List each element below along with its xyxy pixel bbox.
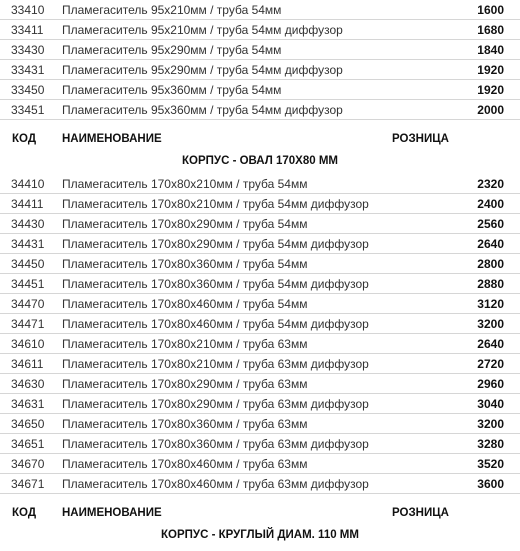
product-code: 34450 bbox=[11, 257, 45, 271]
product-code: 33451 bbox=[11, 103, 45, 117]
product-code: 34431 bbox=[11, 237, 45, 251]
product-price: 3280 bbox=[477, 437, 504, 451]
section-title-text: КОРПУС - ОВАЛ 170Х80 ММ bbox=[182, 155, 338, 167]
table-row bbox=[0, 20, 520, 40]
column-header-name: НАИМЕНОВАНИЕ bbox=[62, 507, 162, 519]
table-row bbox=[0, 334, 520, 354]
section-title-text: КОРПУС - КРУГЛЫЙ ДИАМ. 110 ММ bbox=[161, 529, 359, 541]
table-row bbox=[0, 100, 520, 120]
product-name: Пламегаситель 170x80x460мм / труба 54мм диффузор bbox=[62, 317, 369, 331]
product-name: Пламегаситель 170x80x290мм / труба 63мм диффузор bbox=[62, 397, 369, 411]
product-code: 34410 bbox=[11, 177, 45, 191]
product-name: Пламегаситель 170x80x290мм / труба 63мм bbox=[62, 377, 308, 391]
table-row bbox=[0, 294, 520, 314]
product-code: 34470 bbox=[11, 297, 45, 311]
table-row bbox=[0, 274, 520, 294]
product-code: 34451 bbox=[11, 277, 45, 291]
product-code: 33410 bbox=[11, 3, 45, 17]
product-price: 2640 bbox=[477, 337, 504, 351]
product-price: 1840 bbox=[477, 43, 504, 57]
table-row bbox=[0, 174, 520, 194]
product-code: 34430 bbox=[11, 217, 45, 231]
table-row bbox=[0, 194, 520, 214]
section-title-round bbox=[0, 524, 520, 548]
product-name: Пламегаситель 170x80x460мм / труба 63мм bbox=[62, 457, 308, 471]
product-code: 33411 bbox=[11, 23, 44, 37]
product-price: 2960 bbox=[477, 377, 504, 391]
column-header-price: РОЗНИЦА bbox=[392, 133, 449, 145]
table-row bbox=[0, 214, 520, 234]
product-price: 1680 bbox=[477, 23, 504, 37]
section-title-oval bbox=[0, 150, 520, 174]
product-code: 33450 bbox=[11, 83, 45, 97]
column-header bbox=[0, 500, 520, 524]
product-price: 3200 bbox=[477, 417, 504, 431]
product-code: 34471 bbox=[11, 317, 45, 331]
product-code: 33430 bbox=[11, 43, 45, 57]
product-group-95 bbox=[0, 0, 520, 120]
product-name: Пламегаситель 170x80x210мм / труба 63мм диффузор bbox=[62, 357, 369, 371]
product-code: 34631 bbox=[11, 397, 45, 411]
table-row bbox=[0, 254, 520, 274]
product-code: 34651 bbox=[11, 437, 45, 451]
product-code: 34671 bbox=[11, 477, 45, 491]
product-name: Пламегаситель 170x80x360мм / труба 63мм диффузор bbox=[62, 437, 369, 451]
product-code: 34411 bbox=[11, 197, 44, 211]
product-price: 3600 bbox=[477, 477, 504, 491]
column-header-price: РОЗНИЦА bbox=[392, 507, 449, 519]
product-name: Пламегаситель 170x80x460мм / труба 54мм bbox=[62, 297, 308, 311]
product-price: 2720 bbox=[477, 357, 504, 371]
product-code: 34670 bbox=[11, 457, 45, 471]
table-row bbox=[0, 394, 520, 414]
table-row bbox=[0, 354, 520, 374]
product-code: 34611 bbox=[11, 357, 44, 371]
product-price: 2400 bbox=[477, 197, 504, 211]
column-header bbox=[0, 126, 520, 150]
product-name: Пламегаситель 170x80x290мм / труба 54мм bbox=[62, 217, 308, 231]
product-price: 2560 bbox=[477, 217, 504, 231]
product-name: Пламегаситель 170x80x360мм / труба 54мм диффузор bbox=[62, 277, 369, 291]
table-row bbox=[0, 314, 520, 334]
product-price: 2800 bbox=[477, 257, 504, 271]
product-name: Пламегаситель 95x360мм / труба 54мм диффузор bbox=[62, 103, 343, 117]
table-row bbox=[0, 234, 520, 254]
column-header-code: КОД bbox=[12, 507, 37, 519]
product-name: Пламегаситель 170x80x210мм / труба 54мм диффузор bbox=[62, 197, 369, 211]
product-price: 3040 bbox=[477, 397, 504, 411]
product-price: 1600 bbox=[477, 3, 504, 17]
product-price: 1920 bbox=[477, 83, 504, 97]
product-code: 34650 bbox=[11, 417, 45, 431]
product-name: Пламегаситель 95x360мм / труба 54мм bbox=[62, 83, 282, 97]
product-code: 33431 bbox=[11, 63, 45, 77]
table-row bbox=[0, 474, 520, 494]
product-price: 3120 bbox=[477, 297, 504, 311]
table-row bbox=[0, 374, 520, 394]
product-name: Пламегаситель 170x80x290мм / труба 54мм диффузор bbox=[62, 237, 369, 251]
product-name: Пламегаситель 170x80x210мм / труба 63мм bbox=[62, 337, 308, 351]
table-row bbox=[0, 60, 520, 80]
product-price: 3520 bbox=[477, 457, 504, 471]
product-price: 1920 bbox=[477, 63, 504, 77]
table-row bbox=[0, 40, 520, 60]
product-code: 34610 bbox=[11, 337, 45, 351]
column-header-name: НАИМЕНОВАНИЕ bbox=[62, 133, 162, 145]
product-price: 3200 bbox=[477, 317, 504, 331]
product-name: Пламегаситель 95x290мм / труба 54мм диффузор bbox=[62, 63, 343, 77]
product-name: Пламегаситель 95x290мм / труба 54мм bbox=[62, 43, 282, 57]
product-code: 34630 bbox=[11, 377, 45, 391]
product-price: 2320 bbox=[477, 177, 504, 191]
table-row bbox=[0, 80, 520, 100]
table-row bbox=[0, 434, 520, 454]
product-price: 2880 bbox=[477, 277, 504, 291]
product-name: Пламегаситель 170x80x210мм / труба 54мм bbox=[62, 177, 308, 191]
table-row bbox=[0, 0, 520, 20]
table-row bbox=[0, 454, 520, 474]
column-header-code: КОД bbox=[12, 133, 37, 145]
product-group-oval-170x80 bbox=[0, 174, 520, 494]
product-name: Пламегаситель 95x210мм / труба 54мм bbox=[62, 3, 282, 17]
product-name: Пламегаситель 95x210мм / труба 54мм диффузор bbox=[62, 23, 343, 37]
product-name: Пламегаситель 170x80x360мм / труба 63мм bbox=[62, 417, 308, 431]
product-name: Пламегаситель 170x80x460мм / труба 63мм диффузор bbox=[62, 477, 369, 491]
table-row bbox=[0, 414, 520, 434]
product-price: 2640 bbox=[477, 237, 504, 251]
product-price: 2000 bbox=[477, 103, 504, 117]
product-name: Пламегаситель 170x80x360мм / труба 54мм bbox=[62, 257, 308, 271]
